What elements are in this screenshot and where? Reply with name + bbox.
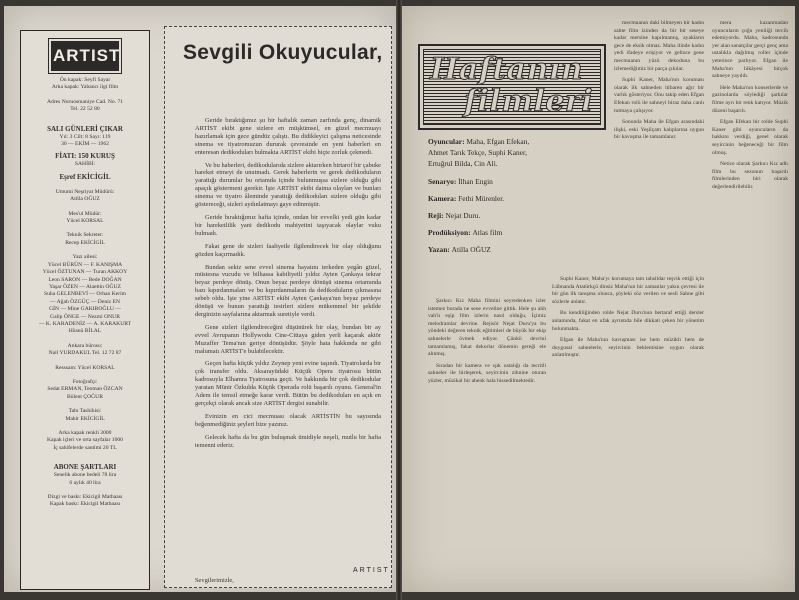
article-column-3 <box>552 276 704 584</box>
colophon-line: Nail YURDAKUL Tel. 12 72 87 <box>48 350 122 357</box>
editorial-paragraph: Ve bu haberleri, dedikodularıda sizlere aktarırken birtarof bir çabuke hareket etmeyi de unutmadı. Gerek haberlerin ve gerek dedikoduların yarattığı durumlar bu ortamda içinde bulunmuşsa sizlere olduğu gibi apaçık göstermeni gerekir. İşte ARTİST ekibi daima olayları ve bunları sinema ve tiyatro âleminde yarattığı dedikoduları sizlere olduğu gibi göstereceği, sizleri aydınlatmayı gaye edinmiştir. <box>195 161 381 209</box>
banner-word-1: Haftanın <box>430 52 584 87</box>
colophon-line: SAHİBİ: <box>74 161 96 168</box>
colophon-line: Ankara bürosu: <box>67 342 103 349</box>
editorial-paragraph: Fakat gene de sizleri faaliyetle ilgilendirecek bir olay olduğunu gözden kaçırmadık. <box>195 242 381 258</box>
credit-label: Senaryo: <box>428 176 459 186</box>
colophon-line: Recep EKİCİGİL <box>65 239 105 246</box>
article-column-1 <box>428 298 546 584</box>
colophon-line: Arka kapak renkli 3000 <box>58 430 112 436</box>
editorial-signature: Sevgilerimizle, <box>195 577 234 584</box>
colophon-line: Yücel ÖZTUNAN — Turan AKKOY <box>42 269 128 276</box>
article-paragraph: Sıradan bir kamera ve ışık ustalığı da tecritli sahneler ile birleşerek, seyircinin zihnine oturan yüzler, müzikal bir ahenk hala hissedilmektedir. <box>428 362 546 384</box>
colophon-line: Yücel KORSAL <box>66 218 104 225</box>
article-paragraph: Hele Maha'nın konserlerde ve gazinolarda söylediği şarkılar filme ayrı bir renk katıyor. Müzik düzeni başarılı. <box>712 84 788 114</box>
colophon-gap <box>21 225 149 232</box>
left-page <box>4 6 396 592</box>
colophon-line: Bülent ÇOĞUR <box>67 393 103 400</box>
editorial-paragraph: Gene sizleri ilgilendireceğini düşünürek bir olay, bundan bir ay evvel Avrupanın Hollywodu Cine-Cittaya giden yerli kaçarak aktör Muzaffer Tema'nın geriye dönüşüdür. Şöyle hata hakkında ne gibi malumatı ARTİST'e bulabilecektir. <box>195 323 381 355</box>
artist-logo: ARTIST <box>51 41 119 71</box>
credit-label: Kamera: <box>428 193 459 203</box>
colophon-gap <box>21 452 149 459</box>
colophon-line: Tel. 22 52 80 <box>70 106 100 113</box>
colophon-gap <box>21 487 149 494</box>
editorial-paragraph: Evinizin en cici mecmuası olacak ARTİSTİN bu sayısında beğenmediğiniz şeyleri bize yazınız. <box>195 412 381 428</box>
colophon-gap <box>21 358 149 365</box>
colophon-gap <box>21 92 149 99</box>
editorial-paragraph: Geride bıraktığımız hafta içinde, ondan bir evvelki yedi gün kadar bir hareketlilik yani dedikodu mahiyetini taşıyacak olaylar vuku bulmadı. <box>195 213 381 237</box>
credit-value: Atilla OĞUZ <box>451 245 491 255</box>
colophon-gap <box>21 247 149 254</box>
editorial-brand: ARTIST <box>353 567 390 574</box>
colophon-line: Umumi Neşriyat Müdürü: <box>55 188 115 195</box>
colophon-line: SALI GÜNLERİ ÇIKAR <box>47 124 123 133</box>
colophon-gap <box>21 401 149 408</box>
colophon-line: Kapak baskı: Ekicigil Matbaası <box>49 501 121 508</box>
article-paragraph: mecmuanın daki bilmeyen bir kadın sahte film izinden da bir bir seseye kadar mersine kapılmamış, ayakların gece de eksik olmaz. Maha ilinde kadın yedi ifadeye erişiyor ve gelince gene mecmuanın yüzü dekoduna bu izlemediğimiz bir parça çıkılar. <box>614 20 704 72</box>
right-page <box>402 6 795 592</box>
credit-line <box>428 244 548 255</box>
colophon-gap <box>21 372 149 379</box>
feature-banner <box>418 44 606 130</box>
colophon-line: Yaşar ÖZEN — Alaettin OĞUZ <box>49 283 121 290</box>
colophon-line: — K. KARADENİZ — A. KARAKURT <box>38 320 132 327</box>
credit-line <box>428 193 548 204</box>
colophon-line: Sedat ERMAN, Teoman ÖZCAN <box>47 386 123 393</box>
colophon-line: Arka kapak: Yabancı ilgi film <box>51 84 119 91</box>
credit-label: Reji: <box>428 211 446 221</box>
colophon-line: 6 aylık 40 lira <box>69 479 101 486</box>
colophon-line: Tabı Tashihisi: <box>68 408 102 415</box>
banner-inner <box>423 49 601 125</box>
colophon-gap <box>21 204 149 211</box>
colophon-line: Dizgi ve baskı: Ekicigil Matbaası <box>47 494 123 501</box>
colophon-line: Galip ÖNGE — Nezmi ONUR <box>50 313 120 320</box>
credit-label: Yazan: <box>428 245 452 255</box>
editorial-paragraph: Geride bıraktığımız şu bir haftalık zaman zarfında genç, dinamik ARTİST ekibi gene sizlere en müşkümsel, en güzel mecmuayı hazırlamak için gece gündüz çalıştı. Bu didikleyici çalışma neticesinde sinema ve tiyatromuzun dururak çevresinde en yeni haberleri en enteresan dedikoduları bulmakta ARTİST ekibi hiçte zorluk çekmedi. <box>195 117 381 156</box>
article-column-4 <box>712 20 788 584</box>
colophon-line: GİN — Mine GAKIROĞLU — <box>49 306 121 313</box>
editorial-title: Sevgili Okuyucular, <box>183 41 383 64</box>
colophon-line: Adres Nuruosmaniye Cad. No. 71 <box>46 98 124 105</box>
colophon-line: Yücel BÜRÜN — F. KANIŞMA <box>47 261 123 268</box>
article-paragraph: Efgan ile Maha'nın kavuşması ise hem müzikli hem de duygusal sahnelerle, seyircinin beklentisine uygun olarak anlatılmıştır. <box>552 337 704 359</box>
colophon-line: Ön kapak: Seyfi Sayar <box>59 77 111 83</box>
editorial-paragraph: Geçen hafta küçük yıldız Zeynep yeni evine taşındı. Tiyatrolarda bir çok transfer oldu. Aksarayüdaki Küçük Opera tiyatrosu bütün kadrosuyla Elhamra Tyatrosuna geçti. Ve hakkında bir çok dedikodular yaratan Münir Özkulda Küçük Operada rolü başarılı oyunu. General'in Adem ile temsil etmeğe karar verdi. Bütün bu dedikoduları en açık en gerçekçi olarak ancak size ARTİST dergisi sunabilir. <box>195 360 381 407</box>
colophon-line: 30 — EKİM — 1962 <box>61 141 109 148</box>
film-credits <box>428 136 548 262</box>
editorial-paragraph: Gelecek hafta da bu gün buluşmak ümidiyle neşeli, mutlu bir hafta temenni ederiz. <box>195 433 381 449</box>
colophon-gap <box>21 336 149 343</box>
credit-line <box>428 210 548 221</box>
colophon-line: — Ağah ÖZGÜÇ — Deniz EN <box>49 298 121 305</box>
colophon-box <box>20 30 150 590</box>
credit-value: Fethi Mürenler. <box>458 193 505 203</box>
colophon-line: Mahir EKİCİGİL <box>65 415 105 422</box>
colophon-line: Suha GELENBEVİ — Orhan Kerim <box>43 291 127 298</box>
colophon-line: Yazı ailesi: <box>72 254 98 261</box>
colophon-line: Yıl: 3 Cilt: 8 Sayı: 119 <box>59 133 111 140</box>
article-paragraph: Netice olarak Şarkıcı Kız adlı film bu sezonun başarılı filmlerinden biri olarak değerlendirilebilir. <box>712 161 788 190</box>
colophon-lines <box>21 77 149 509</box>
credit-line <box>428 227 548 238</box>
editorial-body <box>195 117 381 455</box>
colophon-gap <box>21 182 149 189</box>
colophon-line: Eşref EKİCİGİL <box>59 172 111 181</box>
colophon-line: Teknik Sekreter: <box>66 232 104 239</box>
credit-value: İlhan Engin <box>458 176 493 186</box>
credit-label: Prodüksiyon: <box>428 228 473 238</box>
credit-label: Oyuncular: <box>428 137 467 146</box>
colophon-line: Kapak içleri ve orta sayfalar 1000 <box>47 437 123 444</box>
credit-value: Nejat Duru. <box>445 211 481 221</box>
colophon-gap <box>21 114 149 121</box>
colophon-line: Mes'ul Müdür: <box>68 210 102 217</box>
editorial-paragraph: Bundan sekiz sene evvel sinema hayatını terkeden yegân güzel, müstesna vucudu ve bilhassa kabiliyetli yıldız Ayten Çankaya tekrar beyaz perdeye dönüş. Onun beyaz perdeye dönüşü sinema ortamında bazı kıpırdanmaları ve bu kıpırdanmaların da dedikoduların çıkmasına sebeb oldu. İşte yine ARTİST ekibi Ayten Çankaya'nın beyaz perdeye dönüşü ve bunun yarattığı tesirleri sizlere mükemmel bir şekilde derginizin sayfalarına aktarmak suretiyle verdi. <box>195 263 381 318</box>
article-column-2 <box>614 20 704 270</box>
article-paragraph: Efgan Efekan bir rolde Suphi Kaner gibi oyuncuların da hakkını verdiği, genel olarak seyircinin beğeneceği bir film olmuş. <box>712 119 788 156</box>
credit-value: Atlas film <box>472 228 503 238</box>
article-paragraph: Suphi Kaner, Maha'yı korumaya tam tahsildar teşvik ettiği için Lübnanda Atatürkçü dinsiz Maha'nın bir zamanlar yakın çevresi ile bir gün ilk tanışma olunca, şöyleki söz verilen ve sesli Sahne gibi sözlerle anlatır. <box>552 276 704 305</box>
colophon-line: Leon SARON — Bede DOĞAN <box>48 276 122 283</box>
credit-value: Maha, Efgan Efekan, Ahmet Tarık Tekçe, Suphi Kaner, Ertuğrul Bilda, Cin Ali. <box>428 137 530 169</box>
credit-line <box>428 136 548 170</box>
colophon-line: Resssam: Yücel KORSAL <box>55 364 115 371</box>
article-paragraph: Şarkıcı Kız Maha filmini seyredenken izler istemez burada ne sene evveline gittik. Hele şu ahh vah'lı eşip film izlerin nasıl olduğu, İçimiz melodramlar devrine. Rejisör Nejat Duru'ya bu yöndeki değeren teknik eğitimleri de büyük bir ekip sahnelerle övmek ediyor. Çünkü devrini tamamlamış, fakat dekorlar dönemin gereği ele alınmış. <box>428 298 546 358</box>
editorial-box <box>164 26 392 588</box>
article-paragraph: Sonunda Maha ile Efgan arasındaki ilişki, eski Yeşilçam kalıplarına uygun bir kavuşma ile tamamlanır. <box>614 119 704 141</box>
banner-word-2: filmleri <box>464 84 594 119</box>
colophon-gap <box>21 423 149 430</box>
colophon-line: İç sahifelerde santimi 20 TL <box>53 444 117 451</box>
colophon-line: ABONE ŞARTLARI <box>53 463 117 472</box>
colophon-line: Hüsnü BİLAL <box>68 328 102 335</box>
colophon-line: Senelik abone bedeli 78 lira <box>53 472 117 479</box>
article-paragraph: Bu kendiliğinden rolde Nejat Duru'nun bertaraf ettiği dersler anlamında, fakat en ufak ayrıntıda bile dikkati çeken bir yönetim bulunmakta. <box>552 310 704 332</box>
article-paragraph: mera kazanmadan oyuncuların çoğu yeniliği tercih edemiyordu. Maha, kadrosunda yer alan sanatçılar gerçi genç ama ustalıkla dağılmış roller içinde yeterince parlıyor. Efgan ile Maha'nın hikâyesi birçok sahneye yayıldı. <box>712 20 788 80</box>
colophon-line: Atilla OĞUZ <box>70 196 100 203</box>
article-paragraph: Suphi Kaner, Maha'nın koruması olarak ilk sahneden itibaren ağır bir varlık gösteriyor. Onu takip eden Efgan Efekan rolü ile sahneyi biraz daha canlı tutmaya çalışıyor. <box>614 77 704 114</box>
credit-line <box>428 176 548 187</box>
colophon-line: FİATI: 150 KURUŞ <box>55 152 115 161</box>
colophon-line: Fotoğrafçı: <box>72 378 98 385</box>
